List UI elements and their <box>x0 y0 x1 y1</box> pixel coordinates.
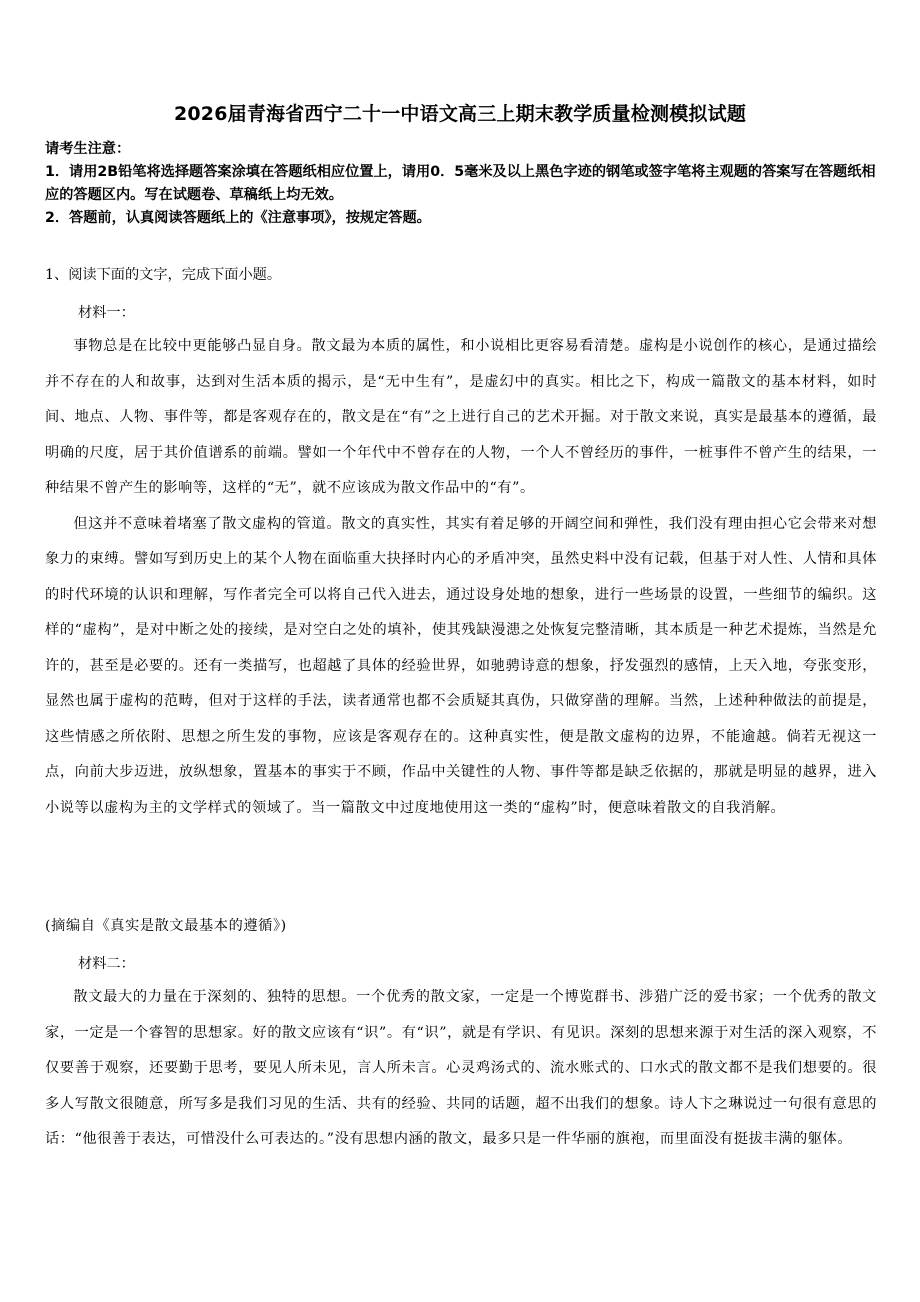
exam-title: 2026届青海省西宁二十一中语文高三上期末教学质量检测模拟试题 <box>173 103 747 125</box>
notice-item-2: 2．答题前，认真阅读答题纸上的《注意事项》，按规定答题。 <box>45 210 431 226</box>
candidate-notice <box>45 138 883 230</box>
notice-heading: 请考生注意： <box>45 141 131 157</box>
notice-item-1: 1．请用2B铅笔将选择题答案涂填在答题纸相应位置上，请用0．5毫米及以上黑色字迹的钢笔或签字笔将主观题的答案写在答题纸相应的答题区内。写在试题卷、草稿纸上均无效。 <box>45 164 876 203</box>
question-prompt: 1、阅读下面的文字，完成下面小题。 <box>45 267 282 283</box>
material-one-paragraph-1: 事物总是在比较中更能够凸显自身。散文最为本质的属性，和小说相比更容易看清楚。虚构是小说创作的核心，是通过描绘并不存在的人和故事，达到对生活本质的揭示，是“无中生有”，是虚幻中的真实。相比之下，构成一篇散文的基本材料，如时间、地点、人物、事件等，都是客观存在的，散文是在“有”之上进行自己的艺术开掘。对于散文来说，真实是最基本的遵循，最明确的尺度，居于其价值谱系的前端。譬如一个年代中不曾存在的人物，一个人不曾经历的事件，一桩事件不曾产生的结果，一种结果不曾产生的影响等，这样的“无”，就不应该成为散文作品中的“有”。 <box>45 338 877 496</box>
material-two-label: 材料二： <box>78 956 135 972</box>
material-one-text <box>45 329 877 826</box>
material-two-text <box>45 980 877 1158</box>
material-one-label: 材料一： <box>78 305 135 321</box>
material-one-paragraph-2: 但这并不意味着堵塞了散文虚构的管道。散文的真实性，其实有着足够的开阔空间和弹性，我们没有理由担心它会带来对想象力的束缚。譬如写到历史上的某个人物在面临重大抉择时内心的矛盾冲突，虽然史料中没有记载，但基于对人性、人情和具体的时代环境的认识和理解，写作者完全可以将自己代入进去，通过设身处地的想象，进行一些场景的设置，一些细节的编织。这样的“虚构”，是对中断之处的接续，是对空白之处的填补，使其残缺漫漶之处恢复完整清晰，其本质是一种艺术提炼，当然是允许的，甚至是必要的。还有一类描写，也超越了具体的经验世界，如驰骋诗意的想象，抒发强烈的感情，上天入地，夸张变形，显然也属于虚构的范畴，但对于这样的手法，读者通常也都不会质疑其真伪，只做穿凿的理解。当然，上述种种做法的前提是，这些情感之所依附、思想之所生发的事物，应该是客观存在的。这种真实性，便是散文虚构的边界，不能逾越。倘若无视这一点，向前大步迈进，放纵想象，置基本的事实于不顾，作品中关键性的人物、事件等都是缺乏依据的，那就是明显的越界，进入小说等以虚构为主的文学样式的领域了。当一篇散文中过度地使用这一类的“虚构”时，便意味着散文的自我消解。 <box>45 515 877 816</box>
material-one-source: (摘编自《真实是散文最基本的遵循》) <box>45 918 287 934</box>
material-two-paragraph-1: 散文最大的力量在于深刻的、独特的思想。一个优秀的散文家，一定是一个博览群书、涉猎广泛的爱书家；一个优秀的散文家，一定是一个睿智的思想家。好的散文应该有“识”。有“识”，就是有学识、有见识。深刻的思想来源于对生活的深入观察，不仅要善于观察，还要勤于思考，要见人所未见，言人所未言。心灵鸡汤式的、流水账式的、口水式的散文都不是我们想要的。很多人写散文很随意，所写多是我们习见的生活、共有的经验、共同的话题，超不出我们的想象。诗人卞之琳说过一句很有意思的话：“他很善于表达，可惜没什么可表达的。”没有思想内涵的散文，最多只是一件华丽的旗袍，而里面没有挺拔丰满的躯体。 <box>45 989 877 1147</box>
